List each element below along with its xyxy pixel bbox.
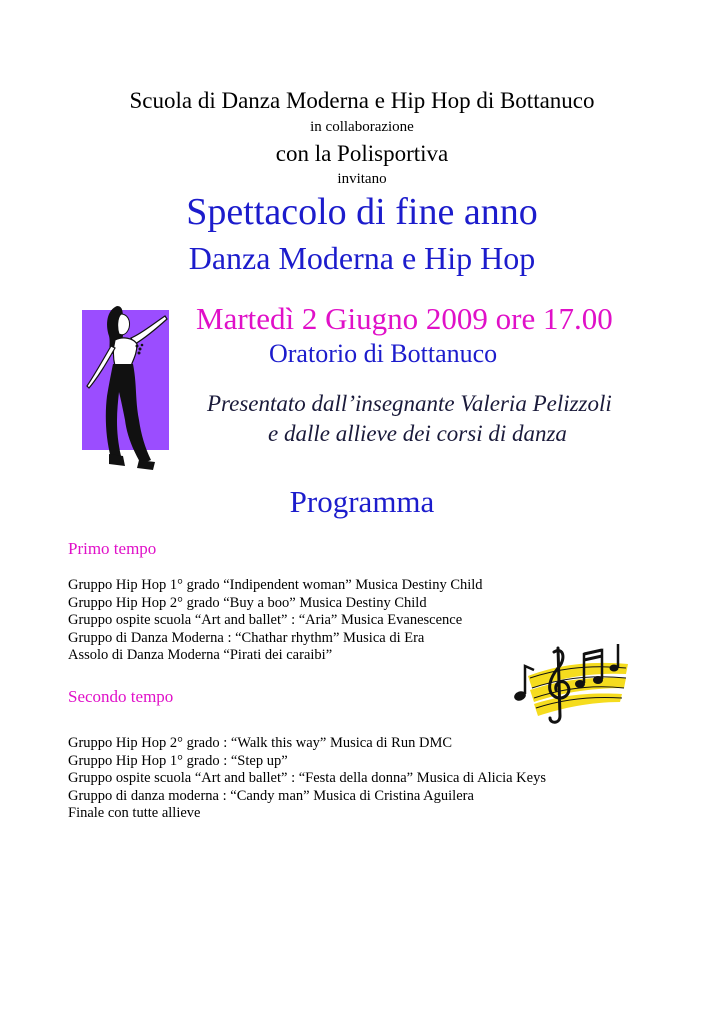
school-name: Scuola di Danza Moderna e Hip Hop di Bottanuco — [129, 88, 595, 113]
second-half-list — [68, 735, 546, 823]
list-item: Gruppo ospite scuola “Art and ballet” : “Aria” Musica Evanescence — [68, 612, 463, 628]
second-half-title: Secondo tempo — [68, 687, 174, 706]
first-half-list — [68, 577, 483, 665]
music-notes-icon — [510, 638, 630, 726]
list-item: Gruppo Hip Hop 2° grado “Buy a boo” Musica Destiny Child — [68, 594, 427, 611]
first-half-title: Primo tempo — [68, 539, 157, 558]
list-item: Finale con tutte allieve — [68, 805, 201, 821]
presented-line-2: e dalle allieve dei corsi di danza — [268, 421, 567, 446]
collaboration-text: in collaborazione — [310, 119, 414, 135]
list-item: Gruppo Hip Hop 1° grado “Indipendent woman” Musica Destiny Child — [68, 577, 483, 593]
event-subtitle: Danza Moderna e Hip Hop — [188, 240, 536, 276]
list-item: Gruppo Hip Hop 1° grado : “Step up” — [68, 752, 288, 769]
program-heading: Programma — [289, 484, 435, 519]
partner-name: con la Polisportiva — [275, 141, 449, 166]
event-place: Oratorio di Bottanuco — [269, 339, 498, 368]
list-item: Assolo di Danza Moderna “Pirati dei caraibi” — [68, 647, 333, 663]
list-item: Gruppo ospite scuola “Art and ballet” : “Festa della donna” Musica di Alicia Keys — [68, 770, 546, 786]
list-item: Gruppo di danza moderna : “Candy man” Musica di Cristina Aguilera — [68, 787, 474, 804]
event-title: Spettacolo di fine anno — [186, 191, 538, 233]
list-item: Gruppo Hip Hop 2° grado : “Walk this way” Musica di Run DMC — [68, 735, 453, 751]
list-item: Gruppo di Danza Moderna : “Chathar rhythm” Musica di Era — [68, 629, 425, 646]
invite-text: invitano — [337, 171, 387, 187]
event-datetime: Martedì 2 Giugno 2009 ore 17.00 — [196, 301, 613, 336]
dancer-silhouette-icon — [79, 300, 179, 472]
presented-line-1: Presentato dall’insegnante Valeria Pelizzoli — [207, 391, 612, 416]
